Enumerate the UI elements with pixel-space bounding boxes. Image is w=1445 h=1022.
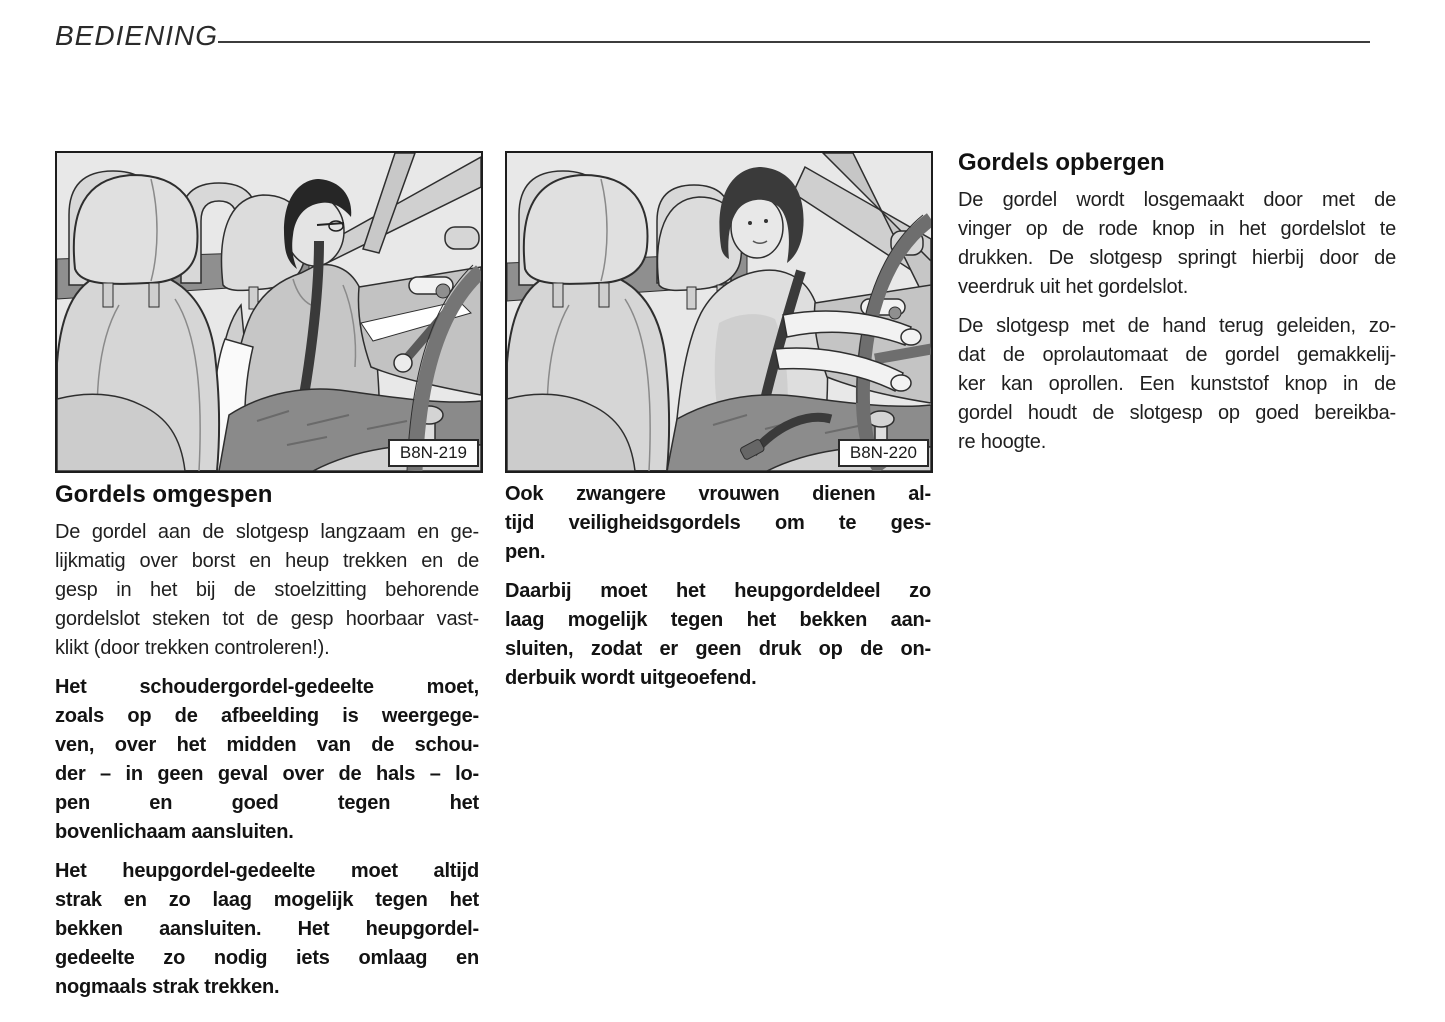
paragraph: De slotgesp met de hand terug geleiden, zo- dat de oprolautomaat de gordel gemakkelij- ker kan oprollen. Een kunststof knop in de gordel houdt de slotgesp op goed bereikba- re hoogte. [958, 315, 1396, 453]
seatbelt-fastening-illustration [57, 153, 481, 471]
header-rule [218, 41, 1370, 43]
seatbelt-pregnant-illustration [507, 153, 931, 471]
paragraph-bold: Het heupgordel-gedeelte moet altijd strak en zo laag mogelijk tegen het bekken aansluiten. Het heupgordel- gedeelte zo nodig iets omlaag en nogmaals strak trekken. [55, 860, 479, 998]
column-gordels-opbergen [958, 148, 1396, 467]
section-heading-gordels-opbergen: Gordels opbergen [958, 149, 1165, 176]
page-title: BEDIENING [55, 20, 219, 51]
paragraph-bold: Het schoudergordel-gedeelte moet, zoals op de afbeelding is weergege- ven, over het midden van de schou- der – in geen geval over de hals – lo- pen en goed tegen het bovenlichaam aansluiten. [55, 676, 479, 843]
figure-man-fastening-seatbelt [55, 151, 483, 473]
section-heading-gordels-omgespen: Gordels omgespen [55, 481, 273, 508]
figure-code-badge: B8N-220 [838, 439, 929, 467]
column-zwangere-vrouwen [505, 480, 931, 703]
column-gordels-omgespen [55, 480, 479, 1012]
paragraph-bold: Daarbij moet het heupgordeldeel zo laag mogelijk tegen het bekken aan- sluiten, zodat er geen druk op de on- derbuik wordt uitgeoefend. [505, 580, 931, 689]
paragraph-bold: Ook zwangere vrouwen dienen al- tijd veiligheidsgordels om te ges- pen. [505, 483, 931, 563]
figure-code-badge: B8N-219 [388, 439, 479, 467]
paragraph: De gordel aan de slotgesp langzaam en ge- lijkmatig over borst en heup trekken en de gesp in het bij de stoelzitting behorende gordelslot steken tot de gesp hoorbaar vast- klikt (door trekken controleren!). [55, 521, 479, 659]
paragraph: De gordel wordt losgemaakt door met de vinger op de rode knop in het gordelslot te drukken. De slotgesp springt hierbij door de veerdruk uit het gordelslot. [958, 189, 1396, 298]
figure-pregnant-woman-seatbelt [505, 151, 933, 473]
